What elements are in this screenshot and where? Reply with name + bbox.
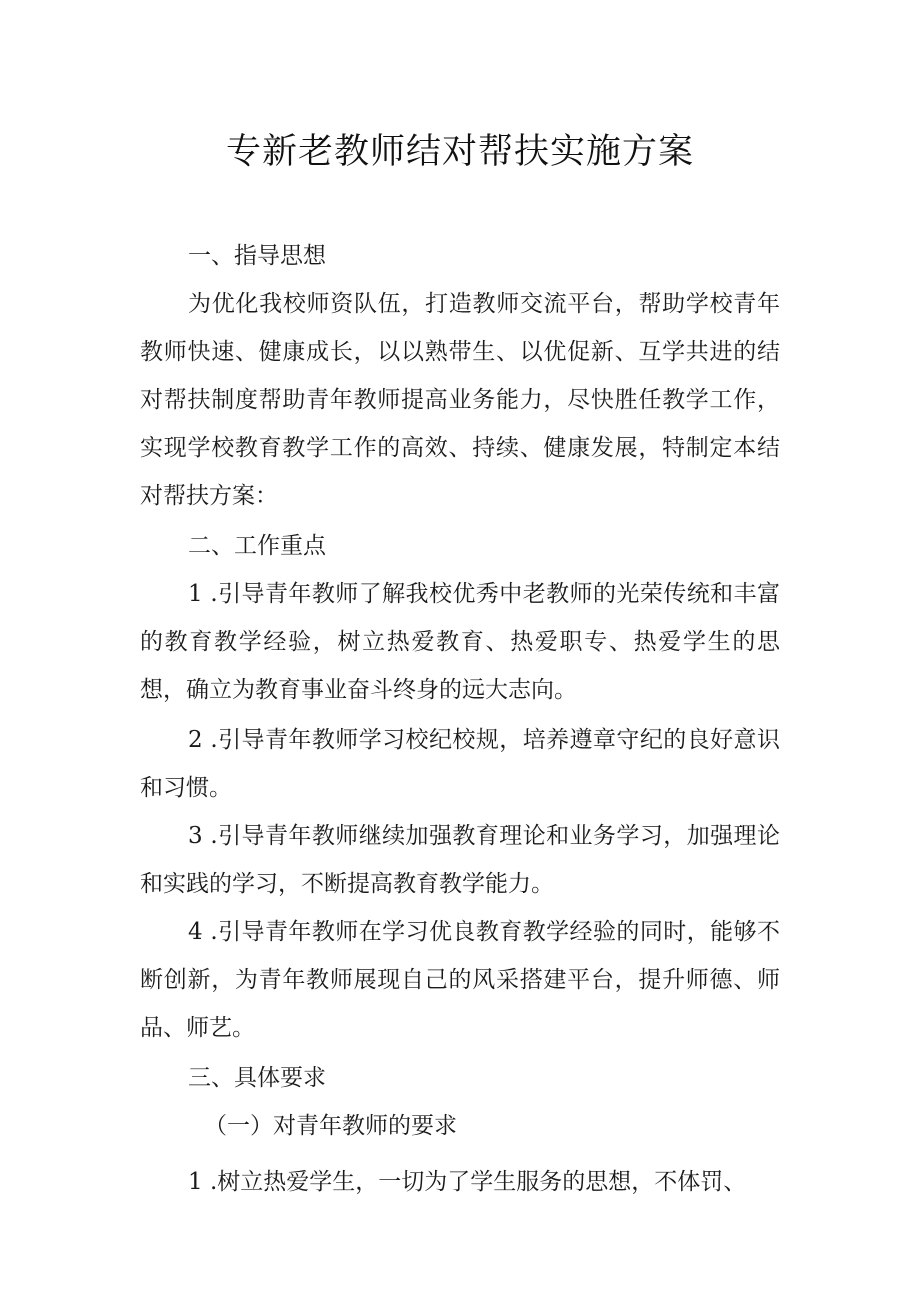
section-body-guiding-ideology: 为优化我校师资队伍，打造教师交流平台，帮助学校青年教师快速、健康成长，以以熟带生、以优促新、互学共进的结对帮扶制度帮助青年教师提高业务能力，尽快胜任教学工作，实现学校教育教学工作的高效、持续、健康发展，特制定本结对帮扶方案： [140,291,780,509]
document-title: 专新老教师结对帮扶实施方案 [225,132,694,172]
work-focus-item-3: 3 .引导青年教师继续加强教育理论和业务学习，加强理论和实践的学习，不断提高教育教学能力。 [140,823,780,897]
requirement-item-1: 1 .树立热爱学生，一切为了学生服务的思想，不体罚、 [188,1169,747,1195]
subsection-heading-young-teachers: （一）对青年教师的要求 [204,1113,457,1139]
section-heading-specific-requirements: 三、具体要求 [188,1065,326,1091]
section-heading-guiding-ideology: 一、指导思想 [188,243,326,269]
work-focus-item-2: 2 .引导青年教师学习校纪校规，培养遵章守纪的良好意识和习惯。 [140,727,780,801]
section-heading-work-focus: 二、工作重点 [188,533,326,559]
work-focus-item-4: 4 .引导青年教师在学习优良教育教学经验的同时，能够不断创新，为青年教师展现自己的风采搭建平台，提升师德、师品、师艺。 [140,919,780,1041]
work-focus-item-1: 1 .引导青年教师了解我校优秀中老教师的光荣传统和丰富的教育教学经验，树立热爱教育、热爱职专、热爱学生的思想，确立为教育事业奋斗终身的远大志向。 [140,581,780,703]
